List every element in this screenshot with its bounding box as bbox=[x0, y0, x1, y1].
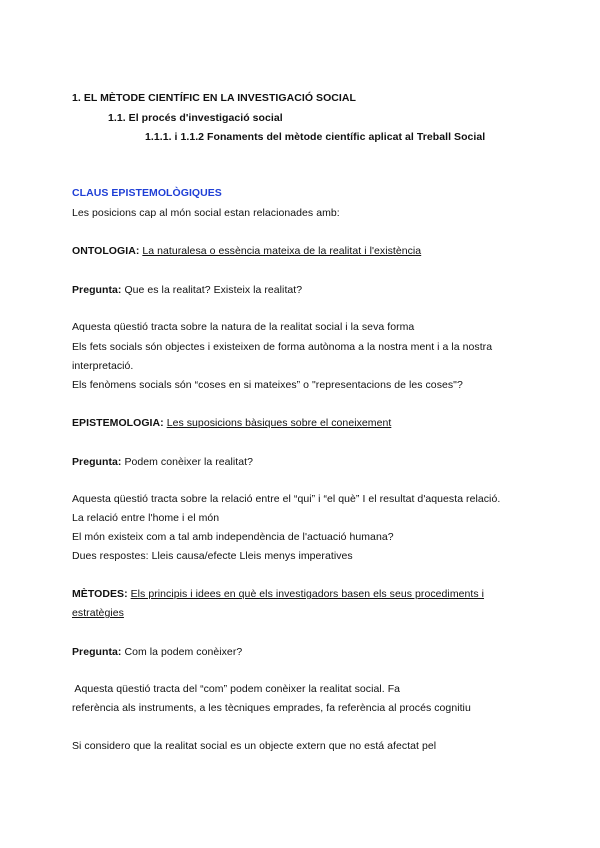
metodes-question bbox=[72, 645, 242, 659]
subsection-heading: 1.1.1. i 1.1.2 Fonaments del mètode científic aplicat al Treball Social bbox=[145, 131, 486, 143]
ontologia-question bbox=[72, 283, 302, 297]
paragraph-line: El món existeix com a tal amb independència de l'actuació humana? bbox=[72, 531, 394, 543]
question-label: Pregunta: bbox=[72, 646, 122, 658]
chapter-heading: 1. EL MÈTODE CIENTÍFIC EN LA INVESTIGACIÓ SOCIAL bbox=[72, 92, 356, 104]
paragraph-line: Els fenòmens socials són “coses en si mateixes” o "representacions de les coses"? bbox=[72, 379, 463, 391]
question-label: Pregunta: bbox=[72, 456, 122, 468]
metodes-definition: Els principis i idees en què els investigadors basen els seus procediments i bbox=[130, 588, 485, 600]
section-heading: 1.1. El procés d'investigació social bbox=[108, 112, 283, 124]
metodes-line bbox=[72, 587, 484, 601]
paragraph-line: Els fets socials són objectes i existeixen de forma autònoma a la nostra ment i a la nostra bbox=[72, 341, 493, 353]
metodes-label: MÈTODES: bbox=[72, 588, 128, 600]
claus-title: CLAUS EPISTEMOLÒGIQUES bbox=[72, 187, 222, 199]
paragraph-line: Aquesta qüestió tracta sobre la natura de la realitat social i la seva forma bbox=[72, 321, 415, 333]
claus-intro: Les posicions cap al món social estan relacionades amb: bbox=[72, 207, 340, 219]
question-text: Podem conèixer la realitat? bbox=[124, 456, 254, 468]
paragraph-line: interpretació. bbox=[72, 360, 134, 372]
paragraph-line: Dues respostes: Lleis causa/efecte Lleis menys imperatives bbox=[72, 550, 353, 562]
epistemologia-label: EPISTEMOLOGIA: bbox=[72, 417, 164, 429]
paragraph-line: Si considero que la realitat social es un objecte extern que no está afectat pel bbox=[72, 740, 437, 752]
ontologia-definition: La naturalesa o essència mateixa de la realitat i l'existència bbox=[142, 245, 422, 257]
question-label: Pregunta: bbox=[72, 284, 122, 296]
question-text: Que es la realitat? Existeix la realitat? bbox=[124, 284, 303, 296]
paragraph-line: La relació entre l'home i el món bbox=[72, 512, 220, 524]
paragraph-line: referència als instruments, a les tècniques emprades, fa referència al procés cognitiu bbox=[72, 702, 471, 714]
epistemologia-question bbox=[72, 455, 253, 469]
question-text: Com la podem conèixer? bbox=[124, 646, 243, 658]
ontologia-label: ONTOLOGIA: bbox=[72, 245, 140, 257]
paragraph-line: Aquesta qüestió tracta sobre la relació entre el “qui” i “el què” I el resultat d'aquesta relació. bbox=[72, 493, 501, 505]
epistemologia-line bbox=[72, 416, 391, 430]
epistemologia-definition: Les suposicions bàsiques sobre el coneixement bbox=[166, 417, 392, 429]
ontologia-line bbox=[72, 244, 421, 258]
paragraph-line: Aquesta qüestió tracta del “com” podem conèixer la realitat social. Fa bbox=[72, 683, 401, 695]
metodes-definition-cont: estratègies bbox=[72, 607, 124, 619]
